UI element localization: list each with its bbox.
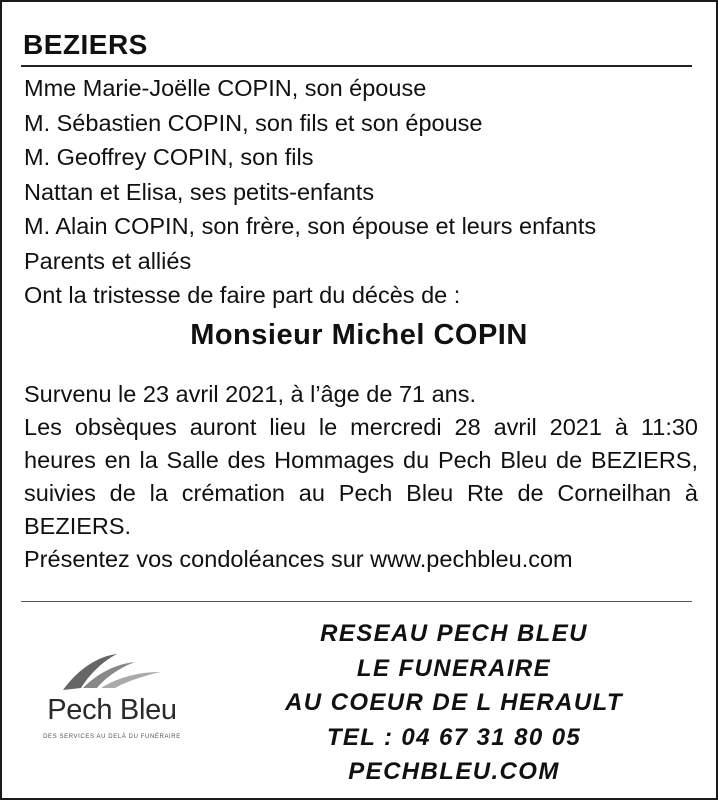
family-line: Mme Marie-Joëlle COPIN, son épouse — [24, 75, 427, 101]
family-list — [24, 71, 704, 313]
agency-line: AU COEUR DE L HERAULT — [285, 689, 623, 716]
family-line: M. Geoffrey COPIN, son fils — [24, 144, 314, 170]
family-line: M. Alain COPIN, son frère, son épouse et leurs enfants — [24, 213, 597, 239]
bird-wing-logo-icon — [57, 650, 167, 694]
logo-tagline: DES SERVICES AU DELÀ DU FUNÉRAIRE — [43, 734, 181, 740]
agency-website: PECHBLEU.COM — [348, 758, 560, 785]
agency-line: LE FUNERAIRE — [356, 654, 552, 682]
agency-block — [232, 617, 676, 790]
condolences-text: Présentez vos condoléances sur www.pechbleu.com — [24, 546, 573, 572]
deceased-name: Monsieur Michel COPIN — [190, 319, 528, 351]
agency-phone: TEL : 04 67 31 80 05 — [326, 723, 582, 751]
family-line: Nattan et Elisa, ses petits-enfants — [24, 178, 375, 205]
funeral-details — [24, 378, 698, 576]
logo-wordmark: Pech Bleu — [47, 694, 177, 726]
family-line: M. Sébastien COPIN, son fils et son épouse — [24, 109, 483, 136]
agency-line: RESEAU PECH BLEU — [320, 620, 588, 647]
pech-bleu-logo — [22, 642, 202, 752]
top-divider — [21, 65, 692, 67]
family-line: Parents et alliés — [24, 247, 192, 274]
announcement-line: Ont la tristesse de faire part du décès de : — [24, 282, 461, 308]
funeral-info-text: Les obsèques auront lieu le mercredi 28 avril 2021 à 11:30 heures en la Salle des Hommages du Pech Bleu de BEZIERS, suivies de la crémation au Pech Bleu Rte de Corneilhan à BEZIERS. — [24, 414, 698, 539]
bottom-divider — [21, 601, 692, 602]
city-heading: BEZIERS — [23, 29, 148, 60]
death-date-text: Survenu le 23 avril 2021, à l’âge de 71 ans. — [24, 381, 477, 407]
